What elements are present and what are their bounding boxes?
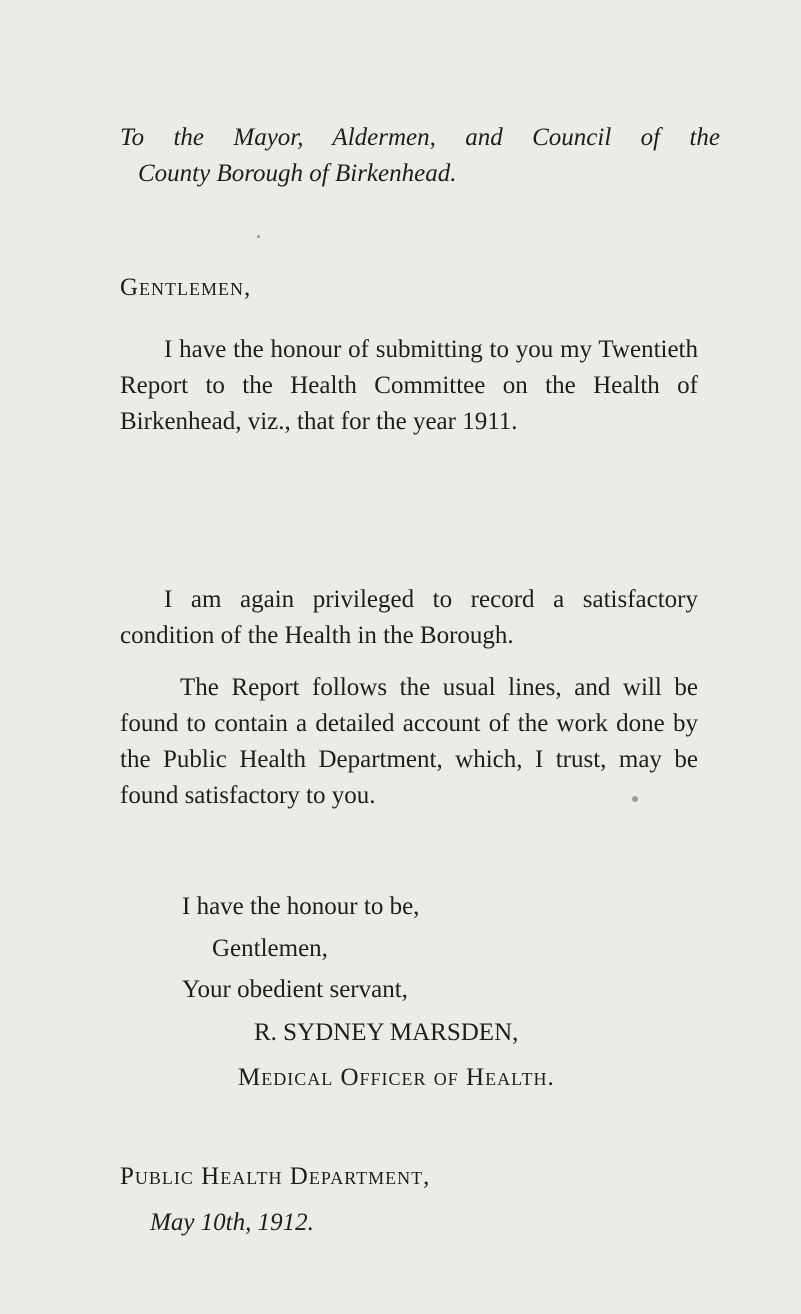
closing-line-2: Gentlemen, bbox=[212, 935, 328, 962]
letter-date: May 10th, 1912. bbox=[150, 1209, 314, 1236]
paragraph-3-text: The Report follows the usual lines, and will be found to contain a detailed account of the work done by the Public Health Department, which, I trust, may be found satisfactory to you. bbox=[120, 674, 698, 809]
department-name: Public Health Department, bbox=[120, 1163, 431, 1190]
closing-line-3: Your obedient servant, bbox=[182, 976, 408, 1003]
address-line-2: County Borough of Birkenhead. bbox=[138, 160, 457, 187]
address-line-1: To the Mayor, Aldermen, and Council of the bbox=[120, 124, 720, 151]
paragraph-2 bbox=[120, 582, 698, 654]
paragraph-1-text: I have the honour of submitting to you my Twentieth Report to the Health Committee on the Health of Birkenhead, viz., that for the year 1911. bbox=[120, 336, 698, 435]
signature: R. SYDNEY MARSDEN, bbox=[254, 1019, 519, 1046]
paper-speck bbox=[257, 235, 260, 238]
paper-speck bbox=[632, 796, 638, 802]
salutation: Gentlemen, bbox=[120, 274, 252, 301]
address-block bbox=[120, 120, 720, 192]
paragraph-1 bbox=[120, 332, 698, 440]
closing-line-1: I have the honour to be, bbox=[182, 893, 420, 920]
paragraph-3 bbox=[120, 670, 698, 814]
paragraph-2-text: I am again privileged to record a satisfactory condition of the Health in the Borough. bbox=[120, 586, 698, 649]
signatory-title: Medical Officer of Health. bbox=[238, 1064, 555, 1091]
